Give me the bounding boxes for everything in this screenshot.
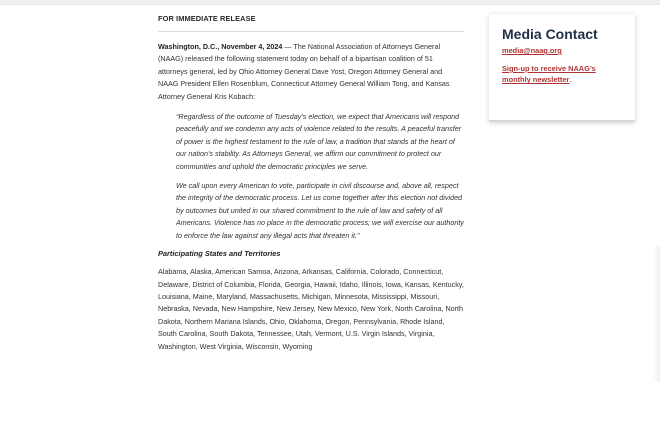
participating-states-list: Alabama, Alaska, American Samoa, Arizona, Arkansas, California, Colorado, Connecticut, Delaware, District of Columbia, Florida, Georgia, Hawaii, Idaho, Illinois, Iowa, Kansas, Kentucky, Louisiana, Maine, Maryland, Massachusetts, Michigan, Minnesota, Mississippi, Missouri, Nebraska, Nevada, New Hampshire, New Jersey, New Mexico, New York, North Carolina, North Dakota, Northern Mariana Islands, Ohio, Oklahoma, Oregon, Pennsylvania, Rhode Island, South Carolina, South Dakota, Tennessee, Utah, Vermont, U.S. Virgin Islands, Virginia, Washington, West Virginia, Wisconsin, Wyoming xyxy=(158,267,464,351)
top-bar xyxy=(0,0,660,5)
newsletter-signup-period: . xyxy=(569,75,572,85)
quote-paragraph-1: “Regardless of the outcome of Tuesday’s election, we expect that Americans will respond peacefully and we condemn any acts of violence related to the results. A peaceful transfer of power is the highest testament to the rule of law, a tradition that stands at the heart of our nation’s stability. As Attorneys General, we affirm our commitment to protect our communities and uphold the democratic principles we serve. xyxy=(176,112,462,171)
newsletter-signup-link[interactable]: Sign-up to receive NAAG’s monthly newsletter xyxy=(502,64,596,85)
side-panel-edge xyxy=(652,246,660,382)
participating-heading: Participating States and Territories xyxy=(158,249,281,259)
media-contact-title: Media Contact xyxy=(502,26,598,42)
dateline: Washington, D.C., November 4, 2024 xyxy=(158,42,283,51)
media-email-link[interactable]: media@naag.org xyxy=(502,46,562,55)
press-release-article xyxy=(158,14,464,353)
media-contact-card xyxy=(489,14,635,122)
statement-quote xyxy=(158,111,464,242)
release-label: FOR IMMEDIATE RELEASE xyxy=(158,14,464,32)
lead-paragraph xyxy=(158,41,464,103)
quote-paragraph-2: We call upon every American to vote, participate in civil discourse and, above all, respect the integrity of the democratic process. Let us come together after this election not divided by outcomes but united in our shared commitment to the rule of law and safety of all Americans. Violence has no place in the democratic process; we will exercise our authority to enforce the law against any illegal acts that threaten it.” xyxy=(176,181,464,240)
lead-text: — The National Association of Attorneys General (NAAG) released the following statement today on behalf of a bipartisan coalition of 51 attorneys general, led by Ohio Attorney General Dave Yost, Oregon Attorney General and NAAG President Ellen Rosenblum, Connecticut Attorney General William Tong, and Kansas Attorney General Kris Kobach: xyxy=(158,42,450,101)
newsletter-signup xyxy=(502,63,622,86)
